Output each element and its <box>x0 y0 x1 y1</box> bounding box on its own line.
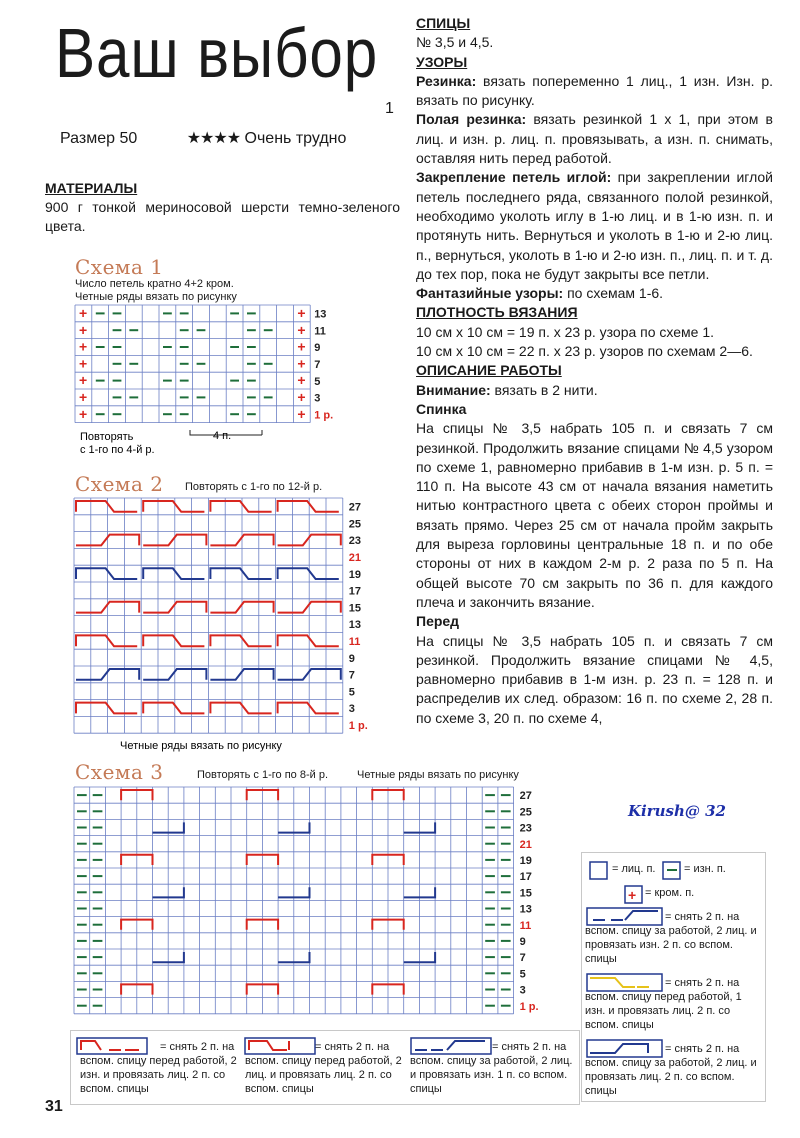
row-label: 27 <box>348 501 362 514</box>
back-heading: Спинка <box>416 400 467 417</box>
needles-heading: СПИЦЫ <box>416 15 471 31</box>
legend-bottom-2: = снять 2 п. на вспом. спицу перед работой, 2 лиц. и провязать лиц. 2 п. со вспом. спицы <box>245 1041 402 1095</box>
scheme3-title: Схема 3 <box>75 760 164 784</box>
edge-stitch-mark: + <box>297 338 306 355</box>
row-label: 9 <box>519 935 526 948</box>
edge-stitch-mark: + <box>297 405 306 422</box>
scheme2-title: Схема 2 <box>75 472 164 496</box>
legend-bottom-1: = снять 2 п. на вспом. спицу перед работой, 2 изн. и провязать лиц. 2 п. со вспом. спицы <box>80 1041 237 1095</box>
signature: Kirush@ 32 <box>628 802 726 820</box>
scheme2-bottom-note: Четные ряды вязать по рисунку <box>120 740 282 752</box>
cable-mark <box>210 568 271 579</box>
row-label: 9 <box>314 342 321 355</box>
edge-stitch-mark: + <box>297 372 306 389</box>
cable-mark <box>278 501 339 512</box>
scheme1-note2: Четные ряды вязать по рисунку <box>75 291 237 303</box>
legend-purl: = изн. п. <box>684 863 726 875</box>
edge-stitch-mark: + <box>79 372 88 389</box>
row-label: 9 <box>348 652 355 665</box>
difficulty-label: Очень трудно <box>244 130 347 147</box>
row-label: 19 <box>519 854 532 867</box>
row-label: 17 <box>519 871 532 884</box>
title-number: 1 <box>385 100 394 117</box>
density-line-1: 10 см х 10 см = 19 п. х 23 р. узора по схеме 1. <box>416 323 715 340</box>
scheme2-chart <box>72 496 392 758</box>
cable-mark <box>278 703 339 714</box>
scheme1-repeat-label: 4 п. <box>213 430 232 442</box>
row-label: 15 <box>348 602 362 615</box>
scheme3-note1: Повторять с 1-го по 8-й р. <box>197 769 329 781</box>
row-label: 25 <box>348 518 362 531</box>
row-label: 27 <box>519 790 532 803</box>
page-number: 31 <box>45 1098 63 1115</box>
scheme1-title: Схема 1 <box>75 255 164 279</box>
row-label: 23 <box>519 822 532 835</box>
cable-mark <box>76 501 137 512</box>
cable-mark <box>76 568 137 579</box>
scheme1-repeat-rows-2: с 1-го по 4-й р. <box>80 444 155 456</box>
row-label: 11 <box>314 325 326 338</box>
row-label: 17 <box>348 585 362 598</box>
page-title: Ваш выбор <box>55 14 379 92</box>
row-label: 13 <box>519 903 532 916</box>
density-heading: ПЛОТНОСТЬ ВЯЗАНИЯ <box>416 304 578 321</box>
scheme3-note2: Четные ряды вязать по рисунку <box>357 769 519 781</box>
row-label: 1 р. <box>314 409 334 422</box>
description-heading: ОПИСАНИЕ РАБОТЫ <box>416 362 562 379</box>
scheme3-chart <box>72 785 572 1025</box>
attention-paragraph: Внимание: вязать в 2 нити. <box>416 381 598 398</box>
row-label: 7 <box>314 359 321 371</box>
size-label: Размер 50 <box>60 130 138 147</box>
row-label: 5 <box>519 968 526 981</box>
legend-cable-a: = снять 2 п. на вспом. спицу за работой, 2 лиц. и провязать изн. 2 п. со вспом. спицы <box>585 911 757 965</box>
row-label: 5 <box>314 375 321 388</box>
cable-mark <box>210 635 271 646</box>
edge-stitch-mark: + <box>297 305 306 321</box>
row-label: 13 <box>314 308 327 321</box>
cable-mark <box>143 635 204 646</box>
edge-stitch-mark: + <box>297 355 306 372</box>
scheme2-note: Повторять с 1-го по 12-й р. <box>185 481 323 493</box>
fancy-paragraph: Фантазийные узоры: по схемам 1-6. <box>416 285 664 302</box>
cable-mark <box>143 501 204 512</box>
legend-cable-c: = снять 2 п. на вспом. спицу за работой, 2 лиц. и провязать лиц. 2 п. со вспом. спицы <box>585 1043 757 1097</box>
cable-mark <box>210 703 271 714</box>
edge-stitch-mark: + <box>79 405 88 422</box>
row-label: 23 <box>348 535 362 548</box>
legend-cable-b: = снять 2 п. на вспом. спицу перед работой, 1 изн. и провязать лиц. 2 п. со вспом. спицы <box>585 977 742 1031</box>
scheme1-chart <box>70 302 360 462</box>
edge-stitch-mark: + <box>79 305 88 321</box>
instructions-column <box>416 14 773 728</box>
row-label: 11 <box>348 636 361 648</box>
difficulty-stars: ★★★★ <box>186 130 241 147</box>
edge-stitch-mark: + <box>79 321 88 338</box>
row-label: 3 <box>519 984 526 997</box>
density-line-2: 10 см х 10 см = 22 п. х 23 р. узоров по схемам 2—6. <box>416 343 753 360</box>
row-label: 13 <box>348 619 362 632</box>
bind-off-paragraph: Закрепление петель иглой: при закреплении иглой петель последнего ряда, связанного полой резинкой, необходимо уколоть иглу в 1-ю лиц. и в 1-ю изн. п. и протянуть нить. Вернуться и уколоть в 1-ю и 2-ю лиц. п., вернуться, уколоть в 1-ю и 2-ю изн. п., лиц. п. и т. д. до тех пор, пока не будут закрыты все петли. <box>416 169 773 282</box>
edge-stitch-mark: + <box>297 321 306 338</box>
front-text: На спицы № 3,5 набрать 105 п. и связать 7 см резинкой. Продолжить вязание спицами № 4,5, равномерно прибавив в 1-м изн. р. 23 п. = 128 п. и распределив их след. образом: 16 п. по схеме 2, 28 п. по схеме 3, 20 п. по схеме 4, <box>416 632 773 726</box>
row-label: 5 <box>348 686 355 699</box>
back-text: На спицы № 3,5 набрать 105 п. и связать 7 см резинкой. Продолжить вязание спицами № 4,5 узором по схеме 1, равномерно прибавив в 1-м изн. р. 5 п. = 110 п. На высоте 43 см от начала вязания наметить нитью контрастного цвета с обеих сторон проймы и вязать прямо. Через 25 см от начала пройм закрыть для выреза горловины центральные 18 п. и по обе стороны от них в каждом 2-м р. 2 раза по 5 п. На общей высоте 70 см закрыть по 36 п. для каждого плеча и закончить вязание. <box>416 420 773 610</box>
legend-knit: = лиц. п. <box>612 863 656 875</box>
rib-paragraph: Резинка: вязать попеременно 1 лиц., 1 изн. Изн. р. вязать по рисунку. <box>416 72 773 109</box>
row-label: 1 р. <box>519 1000 539 1013</box>
materials-heading: МАТЕРИАЛЫ <box>45 180 138 196</box>
hollow-rib-paragraph: Полая резинка: вязать резинкой 1 х 1, при этом в лиц. и изн. р. лиц. п. провязывать, а изн. п. снимать, оставляя нить перед работой. <box>416 111 773 167</box>
patterns-heading: УЗОРЫ <box>416 53 468 70</box>
cable-mark <box>76 635 137 646</box>
cable-mark <box>143 703 204 714</box>
legend-edge: = кром. п. <box>645 887 695 899</box>
row-label: 7 <box>348 669 355 682</box>
size-line <box>60 128 346 148</box>
edge-stitch-mark: + <box>297 389 306 405</box>
row-label: 1 р. <box>348 720 368 732</box>
edge-stitch-mark: + <box>79 338 88 355</box>
row-label: 21 <box>519 838 532 851</box>
row-label: 19 <box>348 568 362 581</box>
legend-bottom-3: = снять 2 п. на вспом. спицу за работой, 2 лиц. и провязать изн. 1 п. со вспом. спицы <box>410 1041 573 1095</box>
front-heading: Перед <box>416 613 460 630</box>
row-label: 15 <box>519 887 532 900</box>
knit-icon <box>590 862 607 879</box>
scheme1-note1: Число петель кратно 4+2 кром. <box>75 278 234 290</box>
materials-text: 900 г тонкой мериносовой шерсти темно-зеленого цвета. <box>45 199 400 234</box>
row-label: 11 <box>519 919 532 932</box>
row-label: 25 <box>519 806 532 819</box>
svg-text:+: + <box>628 887 637 903</box>
cable-mark <box>278 568 339 579</box>
row-label: 7 <box>519 952 526 965</box>
cable-mark <box>76 703 137 714</box>
cable-mark <box>210 501 271 512</box>
edge-stitch-mark: + <box>79 389 88 405</box>
row-label: 3 <box>348 703 355 716</box>
cable-mark <box>278 635 339 646</box>
edge-stitch-mark: + <box>79 355 88 372</box>
needles-text: № 3,5 и 4,5. <box>416 34 494 51</box>
scheme1-repeat-rows-1: Повторять <box>80 431 134 443</box>
cable-mark <box>143 568 204 579</box>
row-label: 3 <box>314 392 321 405</box>
row-label: 21 <box>348 552 362 564</box>
